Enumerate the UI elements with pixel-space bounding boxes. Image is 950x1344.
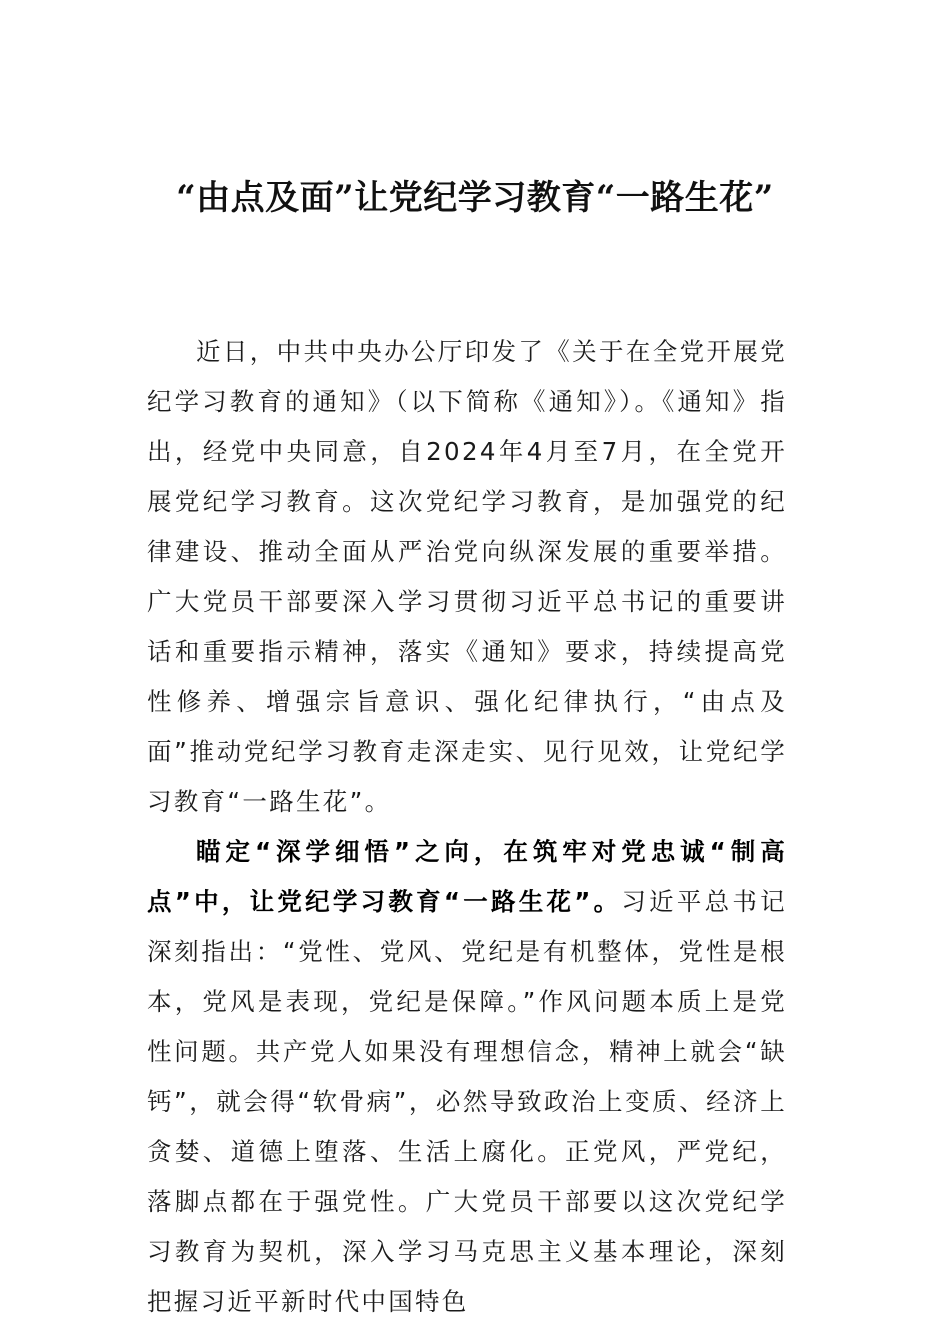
document-body [147,327,787,1327]
paragraph-2-lead: 瞄定“深学细悟”之向，在筑牢对党忠诚“制高点”中，让党纪学习教育“一路生花”。 [147,837,787,916]
document-title: “由点及面”让党纪学习教育“一路生花” [176,178,774,218]
paragraph-2 [147,827,787,1327]
paragraph-2-text: 习近平总书记深刻指出：“党性、党风、党纪是有机整体，党性是根本，党风是表现，党纪是保障。”作风问题本质上是党性问题。共产党人如果没有理想信念，精神上就会“缺钙”，就会得“软骨病”，必然导致政治上变质、经济上贪婪、道德上堕落、生活上腐化。正党风，严党纪，落脚点都在于强党性。广大党员干部要以这次党纪学习教育为契机，深入学习马克思主义基本理论，深刻把握习近平新时代中国特色 [147,887,787,1316]
paragraph-1-text: 近日，中共中央办公厅印发了《关于在全党开展党纪学习教育的通知》（以下简称《通知》）。《通知》指出，经党中央同意，自2024年4月至7月，在全党开展党纪学习教育。这次党纪学习教育，是加强党的纪律建设、推动全面从严治党向纵深发展的重要举措。广大党员干部要深入学习贯彻习近平总书记的重要讲话和重要指示精神，落实《通知》要求，持续提高党性修养、增强宗旨意识、强化纪律执行，“由点及面”推动党纪学习教育走深走实、见行见效，让党纪学习教育“一路生花”。 [147,337,787,816]
paragraph-1 [147,327,787,827]
